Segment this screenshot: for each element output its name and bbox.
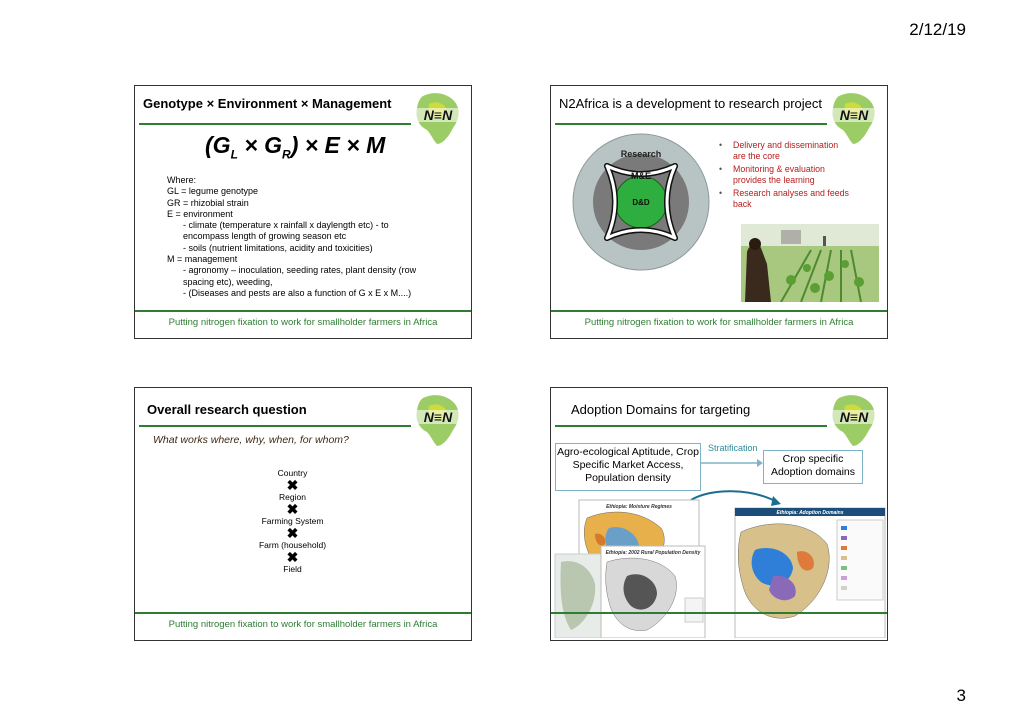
scale-hierarchy [235, 468, 350, 574]
title-rule [139, 425, 411, 427]
ethiopia-maps-collage [551, 488, 887, 638]
page-number: 3 [956, 686, 966, 705]
field-trial-photo [741, 224, 879, 302]
slide-title: Genotype × Environment × Management [143, 96, 392, 111]
interaction-x-icon: ✖ [286, 477, 299, 493]
moisture-map-title: Ethiopia: Moisture Regimes [606, 504, 672, 510]
n2africa-logo [409, 392, 465, 448]
slide-genotype-environment [134, 85, 472, 339]
level-farm: Farm (household) [258, 540, 327, 550]
bullet-list [719, 140, 849, 212]
definition-line: encompass length of growing season etc [183, 231, 347, 242]
level-region: Region [279, 492, 306, 502]
footer-rule [135, 612, 471, 614]
logo-text: N≡N [839, 107, 869, 123]
slide-footer: Putting nitrogen fixation to work for smallholder farmers in Africa [584, 317, 854, 328]
definition-line: - (Diseases and pests are also a function of G x E x M....) [183, 287, 412, 298]
definition-line: GR = rhizobial strain [167, 197, 249, 208]
title-rule [555, 123, 827, 125]
definition-line: - agronomy – inoculation, seeding rates, plant density (row [183, 265, 417, 276]
where-label: Where: [167, 175, 197, 185]
adoption-legend [837, 520, 883, 600]
slide-footer: Putting nitrogen fixation to work for smallholder farmers in Africa [168, 317, 438, 328]
interaction-x-icon: ✖ [286, 525, 299, 541]
slide-title: Adoption Domains for targeting [571, 402, 751, 417]
slide-title: Overall research question [147, 402, 307, 417]
slide-development-to-research [550, 85, 888, 339]
footer-rule [135, 310, 471, 312]
footer-rule [551, 310, 887, 312]
stratification-label: Stratification [708, 443, 758, 453]
definition-line: spacing etc), weeding, [183, 276, 273, 287]
bullet-item: • Delivery and dissemination are the core [719, 140, 849, 161]
bullet-item: • Research analyses and feeds back [719, 188, 849, 209]
stratification-arrow-icon [701, 458, 763, 468]
level-farming-system: Farming System [261, 516, 324, 526]
bullet-item: • Monitoring & evaluation provides the learning [719, 164, 849, 185]
label-dd: D&D [632, 198, 650, 207]
slide-title: N2Africa is a development to research project [559, 96, 823, 111]
page-date: 2/12/19 [909, 20, 966, 39]
n2africa-logo [825, 90, 881, 146]
curve-arrow [691, 491, 777, 502]
slide-footer: Putting nitrogen fixation to work for smallholder farmers in Africa [168, 619, 438, 630]
research-cycle-diagram [571, 132, 711, 272]
slide-research-question [134, 387, 472, 641]
level-country: Country [277, 468, 308, 478]
definition-line: M = management [167, 254, 238, 265]
definition-line: GL = legume genotype [167, 186, 258, 197]
definition-line: E = environment [167, 208, 233, 219]
logo-text: N≡N [423, 107, 453, 123]
aptitude-box: Agro-ecological Aptitude, Crop Specific Market Access, Population density [555, 443, 701, 491]
footer-rule [551, 612, 887, 614]
logo-text: N≡N [423, 409, 453, 425]
research-question: What works where, why, when, for whom? [153, 434, 349, 446]
label-me: M&E [631, 171, 651, 181]
adoption-map-title: Ethiopia: Adoption Domains [776, 510, 844, 516]
adoption-domains-box: Crop specific Adoption domains [763, 450, 863, 484]
n2africa-logo [409, 90, 465, 146]
definition-line: - soils (nutrient limitations, acidity and toxicities) [183, 242, 373, 253]
logo-text: N≡N [839, 409, 869, 425]
definition-line: - climate (temperature x rainfall x daylength etc) - to [183, 220, 389, 231]
interaction-x-icon: ✖ [286, 549, 299, 565]
population-map-title: Ethiopia: 2002 Rural Population Density [605, 550, 701, 556]
n2africa-logo [825, 392, 881, 448]
interaction-x-icon: ✖ [286, 501, 299, 517]
slide-adoption-domains [550, 387, 888, 641]
level-field: Field [283, 564, 302, 574]
label-research: Research [620, 149, 662, 159]
formula-definitions [167, 175, 416, 299]
gxexm-formula: $(G_L \times G_R) \times E \times M$ [205, 132, 386, 162]
title-rule [555, 425, 827, 427]
title-rule [139, 123, 411, 125]
